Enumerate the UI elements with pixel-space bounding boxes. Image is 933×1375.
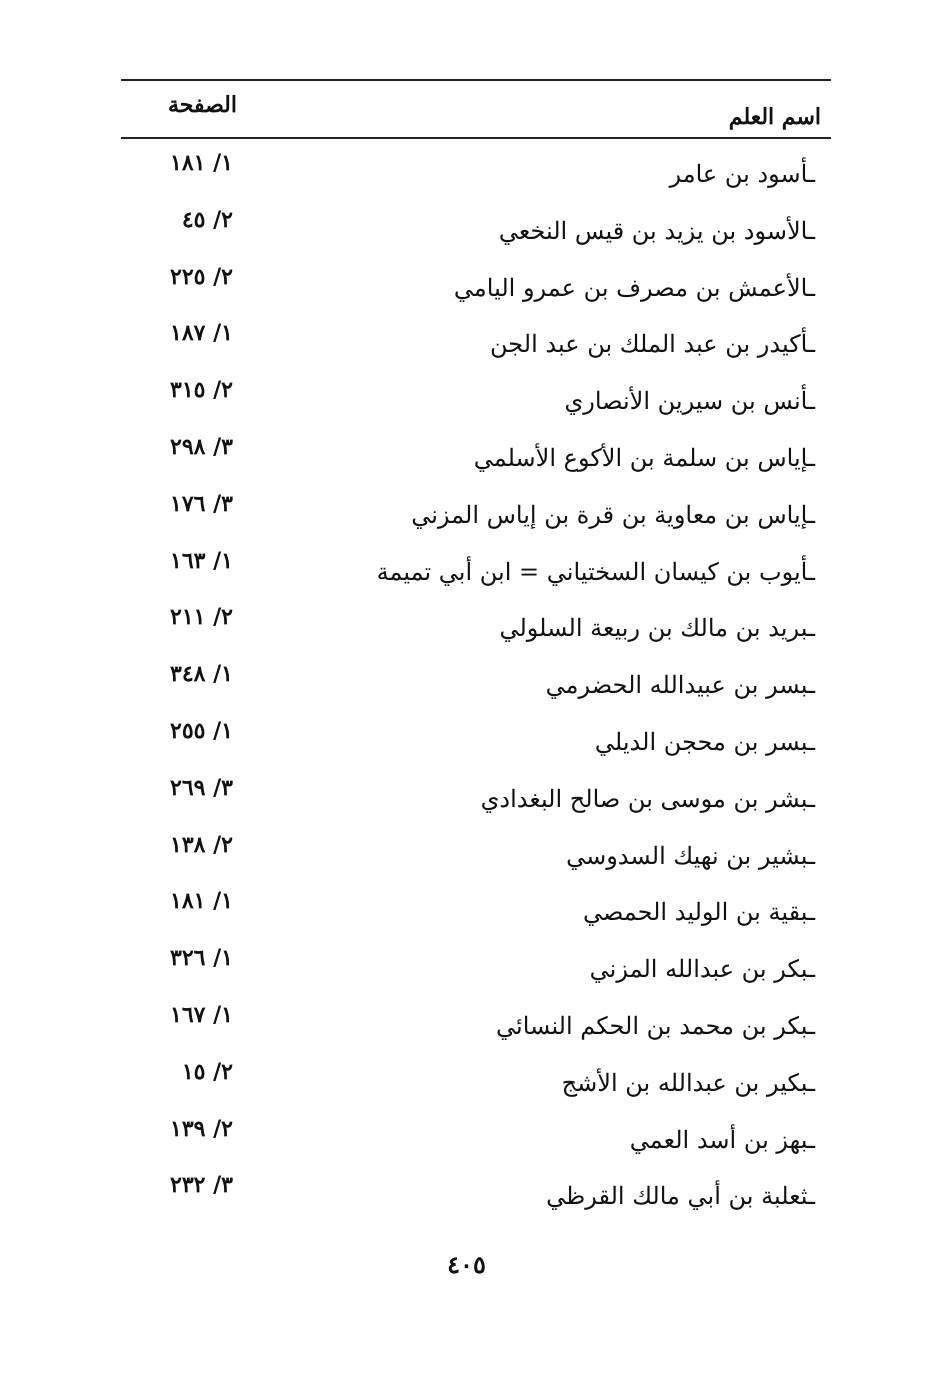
entry-page: ١/ ٢٥٥ bbox=[170, 717, 233, 744]
table-row bbox=[0, 661, 933, 718]
entry-name: ـبهز بن أسد العمي bbox=[629, 1125, 815, 1154]
table-row bbox=[0, 888, 933, 945]
table-row bbox=[0, 491, 933, 548]
table-row bbox=[0, 377, 933, 434]
entry-page: ١/ ١٦٧ bbox=[170, 1001, 233, 1028]
entry-page: ٢/ ١٣٩ bbox=[170, 1115, 233, 1142]
entry-page: ١/ ١٨٧ bbox=[170, 320, 233, 347]
entry-page: ١/ ٣٢٦ bbox=[170, 945, 233, 972]
table-row bbox=[0, 207, 933, 264]
entry-page: ١/ ١٨١ bbox=[170, 150, 233, 176]
table-row bbox=[0, 1059, 933, 1116]
table-row bbox=[0, 1116, 933, 1173]
entry-page: ٣/ ٢٣٢ bbox=[170, 1172, 233, 1199]
table-row bbox=[0, 548, 933, 605]
table-row bbox=[0, 434, 933, 491]
entry-name: ـبكر بن عبدالله المزني bbox=[589, 955, 815, 984]
entry-name: ـالأعمش بن مصرف بن عمرو اليامي bbox=[453, 273, 815, 302]
entry-name: ـبكير بن عبدالله بن الأشج bbox=[561, 1068, 815, 1097]
entry-name: ـبريد بن مالك بن ربيعة السلولي bbox=[499, 614, 815, 643]
table-row bbox=[0, 264, 933, 321]
table-row bbox=[0, 1002, 933, 1059]
entry-name: ـأيوب بن كيسان السختياني = ابن أبي تميمة bbox=[376, 557, 815, 586]
entry-name: ـإياس بن معاوية بن قرة بن إياس المزني bbox=[411, 500, 815, 529]
entry-page: ٢/ ١٥ bbox=[181, 1058, 233, 1085]
entry-name: ـالأسود بن يزيد بن قيس النخعي bbox=[498, 216, 815, 245]
entry-page: ٢/ ١٣٨ bbox=[170, 831, 233, 858]
entry-name: ـأسود بن عامر bbox=[669, 160, 815, 188]
entry-page: ١/ ١٦٣ bbox=[170, 547, 233, 574]
table-row bbox=[0, 832, 933, 889]
entry-page: ١/ ٣٤٨ bbox=[170, 661, 233, 688]
entry-page: ٢/ ٢١١ bbox=[170, 604, 233, 631]
page-number: ٤٠٥ bbox=[447, 1250, 486, 1279]
entry-page: ٣/ ١٧٦ bbox=[170, 490, 233, 517]
table-row bbox=[0, 1172, 933, 1229]
entry-page: ٢/ ٢٢٥ bbox=[170, 263, 233, 290]
entry-page: ١/ ١٨١ bbox=[170, 888, 233, 915]
entry-name: ـإياس بن سلمة بن الأكوع الأسلمي bbox=[473, 443, 815, 472]
entry-page: ٢/ ٤٥ bbox=[181, 206, 233, 233]
column-header-page: الصفحة bbox=[167, 92, 237, 118]
entry-name: ـبسر بن عبيدالله الحضرمي bbox=[545, 671, 815, 700]
entry-name: ـبكر بن محمد بن الحكم النسائي bbox=[496, 1011, 815, 1040]
table-row bbox=[0, 604, 933, 661]
table-top-rule bbox=[121, 79, 831, 81]
table-row bbox=[0, 718, 933, 775]
entry-name: ـأنس بن سيرين الأنصاري bbox=[564, 387, 815, 416]
entry-name: ـثعلبة بن أبي مالك القرظي bbox=[546, 1182, 815, 1211]
entry-page: ٢/ ٣١٥ bbox=[170, 377, 233, 404]
entry-name: ـبسر بن محجن الديلي bbox=[594, 727, 815, 756]
column-header-name: اسم العلم bbox=[728, 104, 821, 130]
entry-name: ـبشر بن موسى بن صالح البغدادي bbox=[480, 784, 815, 813]
entry-name: ـبقية بن الوليد الحمصي bbox=[582, 898, 815, 927]
entry-page: ٣/ ٢٩٨ bbox=[170, 433, 233, 460]
table-row bbox=[0, 775, 933, 832]
table-row bbox=[0, 945, 933, 1002]
entry-name: ـأكيدر بن عبد الملك بن عبد الجن bbox=[490, 330, 815, 359]
table-row bbox=[0, 320, 933, 377]
table-row bbox=[0, 150, 933, 207]
entry-name: ـبشير بن نهيك السدوسي bbox=[566, 841, 815, 870]
index-table-body bbox=[0, 150, 933, 1229]
entry-page: ٣/ ٢٦٩ bbox=[170, 774, 233, 801]
table-header-rule bbox=[121, 137, 831, 139]
